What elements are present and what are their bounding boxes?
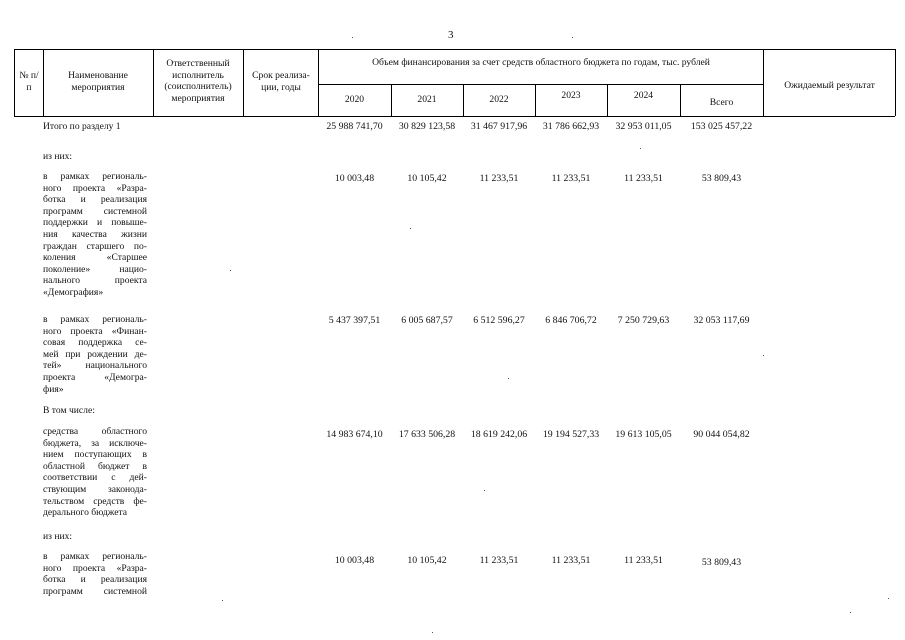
- row-senior2-2020: 10 003,48: [334, 555, 375, 566]
- text-line: соответствии с дей-: [43, 472, 147, 484]
- header-num: № п/п: [19, 70, 39, 93]
- row-senior2-2021: 10 105,42: [407, 555, 447, 566]
- text-line: в рамках региональ-: [43, 314, 147, 325]
- page-number: 3: [448, 29, 454, 41]
- header-year-2023: 2023: [561, 90, 581, 101]
- header-result: Ожидаемый результат: [784, 80, 875, 91]
- row-label-senior-project-2: [43, 551, 147, 597]
- row-label-of-them-1: из них:: [43, 151, 73, 162]
- text-line: поколение» нацио-: [43, 263, 147, 275]
- row-senior-2021: 10 105,42: [407, 173, 447, 184]
- row-label-senior-project: [43, 171, 147, 299]
- text-line: граждан старшего по-: [43, 240, 147, 252]
- row-senior-2023: 11 233,51: [551, 173, 591, 184]
- header-term: Срок реализа-ции, годы: [252, 70, 310, 93]
- row-label-family-support: [43, 314, 147, 395]
- text-line: тельством средств фе-: [43, 495, 147, 507]
- row-senior-2024: 11 233,51: [624, 173, 663, 184]
- text-line: программ системной: [43, 205, 147, 217]
- text-line: ного проекта «Разра-: [43, 562, 147, 574]
- row-regional-2024: 19 613 105,05: [615, 429, 672, 440]
- text-line: мей при рождении де-: [43, 348, 147, 360]
- header-year-2021: 2021: [417, 94, 437, 105]
- text-line: областной бюджет в: [43, 460, 147, 472]
- text-line: средства областного: [43, 426, 147, 437]
- text-line: программ системной: [43, 585, 147, 597]
- row-regional-2021: 17 633 506,28: [398, 429, 456, 440]
- row-senior2-total: 53 809,43: [701, 557, 742, 568]
- text-line: поддержки и повыше-: [43, 217, 147, 229]
- row-total-2024: 32 953 011,05: [615, 121, 672, 132]
- text-line: ного проекта «Финан-: [43, 325, 147, 337]
- row-family-2020: 5 437 397,51: [328, 315, 381, 326]
- text-line: ного проекта «Разра-: [43, 182, 147, 194]
- text-line: ботка и реализация: [43, 194, 147, 206]
- header-name: Наименование мероприятия: [68, 70, 128, 93]
- row-label-regional-funds: [43, 426, 147, 519]
- row-senior2-2022: 11 233,51: [479, 555, 519, 566]
- row-senior-2022: 11 233,51: [479, 173, 519, 184]
- text-line: нального проекта: [43, 275, 147, 287]
- row-family-2022: 6 512 596,27: [473, 315, 525, 326]
- row-total-2021: 30 829 123,58: [398, 121, 456, 132]
- row-family-2021: 6 005 687,57: [401, 315, 453, 326]
- text-line: совая поддержка се-: [43, 337, 147, 349]
- header-year-2024: 2024: [633, 90, 654, 101]
- row-label-including: В том числе:: [43, 405, 95, 416]
- text-line: «Демография»: [43, 286, 104, 298]
- row-total-2023: 31 786 662,93: [542, 121, 600, 132]
- text-line: ботка и реализация: [43, 574, 147, 586]
- row-total-all: 153 025 457,22: [690, 121, 753, 132]
- row-regional-total: 90 044 054,82: [693, 429, 750, 440]
- header-year-2022: 2022: [489, 94, 509, 105]
- header-year-2020: 2020: [344, 94, 365, 105]
- header-funding: Объем финансирования за счет средств областного бюджета по годам, тыс. рублей: [372, 57, 710, 68]
- row-family-2024: 7 250 729,63: [617, 315, 670, 326]
- text-line: ствующим законода-: [43, 483, 147, 495]
- text-line: нием поступающих в: [43, 449, 147, 461]
- row-regional-2020: 14 983 674,10: [326, 429, 383, 440]
- row-family-2023: 6 846 706,72: [545, 315, 597, 326]
- text-line: в рамках региональ-: [43, 551, 147, 562]
- text-line: дерального бюджета: [43, 507, 128, 519]
- row-family-total: 32 053 117,69: [693, 315, 750, 326]
- text-line: фия»: [43, 383, 64, 395]
- row-total-2022: 31 467 917,96: [470, 121, 528, 132]
- row-senior-total: 53 809,43: [701, 173, 742, 184]
- text-line: проекта «Демогра-: [43, 371, 147, 383]
- text-line: бюджета, за исключе-: [43, 437, 147, 449]
- header-responsible: Ответственный исполнитель (соисполнитель) мероприятия: [164, 58, 232, 104]
- row-senior2-2023: 11 233,51: [551, 555, 591, 566]
- row-label-total: Итого по разделу 1: [43, 121, 121, 132]
- row-senior2-2024: 11 233,51: [624, 555, 663, 566]
- row-senior-2020: 10 003,48: [334, 173, 375, 184]
- text-line: в рамках региональ-: [43, 171, 147, 182]
- row-regional-2023: 19 194 527,33: [542, 429, 600, 440]
- header-total: Всего: [709, 97, 734, 108]
- row-regional-2022: 18 619 242,06: [470, 429, 528, 440]
- row-total-2020: 25 988 741,70: [326, 121, 383, 132]
- row-label-of-them-2: из них:: [43, 531, 73, 542]
- text-line: ния качества жизни: [43, 228, 147, 240]
- text-line: коления «Старшее: [43, 252, 147, 264]
- text-line: тей» национального: [43, 360, 147, 372]
